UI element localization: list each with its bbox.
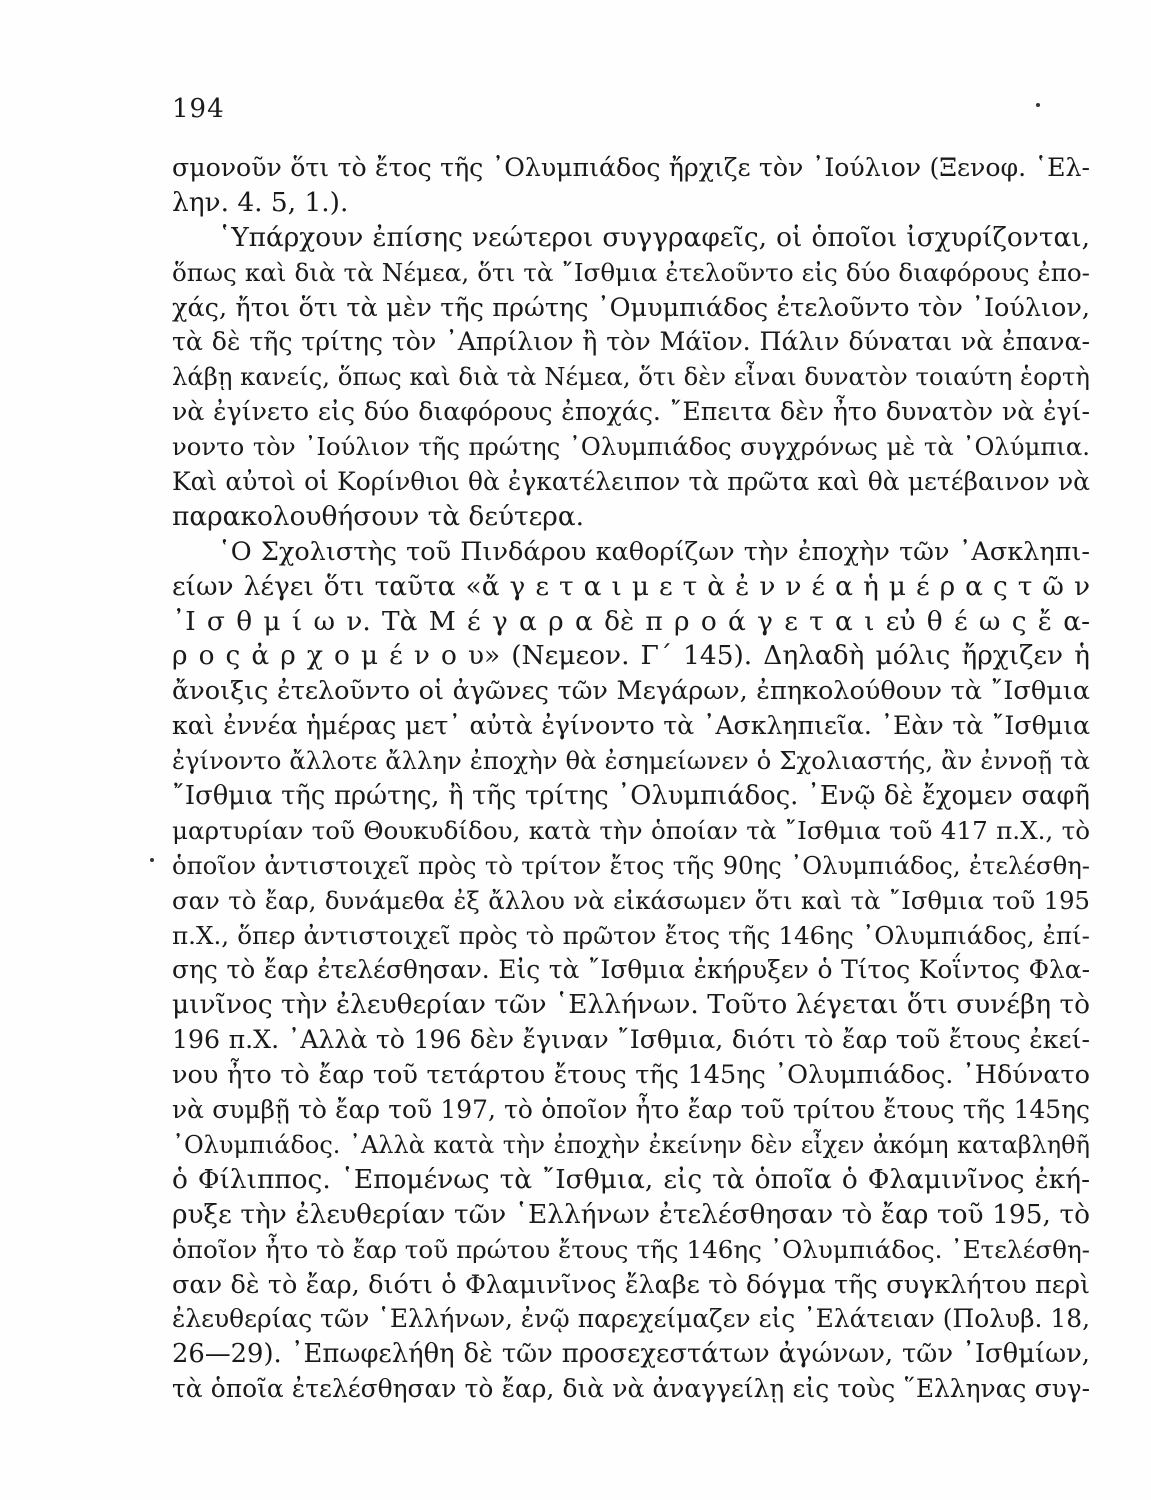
text-line: ρ ο ς ἀ ρ χ ο μ έ ν ο υ» (Νεμεον. Γ΄ 145). Δηλαδὴ μόλις ἤρχιζεν ἡ bbox=[172, 640, 1090, 672]
text-line: παρακολουθήσουν τὰ δεύτερα. bbox=[172, 500, 585, 532]
text-line: ᾿Ολυμπιάδος. ᾿Αλλὰ κατὰ τὴν ἐποχὴν ἐκείνην δὲν εἶχεν ἀκόμη καταβληθῆ bbox=[172, 1130, 1090, 1159]
text-line: ὅπως καὶ διὰ τὰ Νέμεα, ὅτι τὰ ῎Ισθμια ἐτελοῦντο εἰς δύο διαφόρους ἐπο- bbox=[172, 257, 1090, 287]
text-line: νου ἦτο τὸ ἔαρ τοῦ τετάρτου ἔτους τῆς 145ης ᾿Ολυμπιάδος. ᾿Ηδύνατο bbox=[172, 1060, 1090, 1091]
text-line: λην. 4. 5, 1.). bbox=[172, 186, 349, 218]
text-line: ὁ Φίλιππος. ῾Επομένως τὰ ῎Ισθμια, εἰς τὰ ὁποῖα ὁ Φλαμινῖνος ἐκή- bbox=[172, 1163, 1090, 1195]
text-line: νὰ ἐγίνετο εἰς δύο διαφόρους ἐποχάς. ῎Επειτα δὲν ἦτο δυνατὸν νὰ ἐγί- bbox=[172, 397, 1090, 427]
text-line: νὰ συμβῇ τὸ ἔαρ τοῦ 197, τὸ ὁποῖον ἦτο ἔαρ τοῦ τρίτου ἔτους τῆς 145ης bbox=[172, 1095, 1090, 1125]
text-line: είων λέγει ὅτι ταῦτα «ἄ γ ε τ α ι μ ε τ ὰ ἐ ν ν έ α ἡ μ έ ρ α ς τ ῶ ν bbox=[172, 570, 1090, 602]
text-line: χάς, ἤτοι ὅτι τὰ μὲν τῆς πρώτης ᾿Ομυμπιάδος ἐτελοῦντο τὸν ᾿Ιούλιον, bbox=[172, 292, 1090, 323]
text-line: ῾Υπάρχουν ἐπίσης νεώτεροι συγγραφεῖς, οἱ ὁποῖοι ἰσχυρίζονται, bbox=[218, 221, 1090, 253]
text-line: ἐλευθερίας τῶν ῾Ελλήνων, ἐνῷ παρεχείμαζεν εἰς ᾿Ελάτειαν (Πολυβ. 18, bbox=[172, 1304, 1090, 1334]
text-line: ῎Ισθμια τῆς πρώτης, ἢ τῆς τρίτης ᾿Ολυμπιάδος. ᾿Ενῷ δὲ ἔχομεν σαφῆ bbox=[172, 781, 1090, 812]
text-line: ρυξε τὴν ἐλευθερίαν τῶν ῾Ελλήνων ἐτελέσθησαν τὸ ἔαρ τοῦ 195, τὸ bbox=[172, 1198, 1090, 1230]
page-number: 194 bbox=[172, 94, 225, 124]
text-line: σης τὸ ἔαρ ἐτελέσθησαν. Εἰς τὰ ῎Ισθμια ἐκήρυξεν ὁ Τίτος Κοΐντος Φλα- bbox=[172, 955, 1090, 985]
text-line: σμονοῦν ὅτι τὸ ἔτος τῆς ᾿Ολυμπιάδος ἤρχιζε τὸν ᾿Ιούλιον (Ξενοφ. ῾Ελ- bbox=[172, 153, 1090, 182]
text-line: σαν δὲ τὸ ἔαρ, διότι ὁ Φλαμινῖνος ἔλαβε τὸ δόγμα τῆς συγκλήτου περὶ bbox=[172, 1269, 1090, 1300]
text-line: νοντο τὸν ᾿Ιούλιον τῆς πρώτης ᾿Ολυμπιάδος συγχρόνως μὲ τὰ ᾿Ολύμπια. bbox=[172, 432, 1090, 462]
body-text bbox=[172, 151, 1090, 1407]
text-line: καὶ ἐννέα ἡμέρας μετ᾿ αὐτὰ ἐγίνοντο τὰ ᾿Ασκληπιεῖα. ᾿Εὰν τὰ ῎Ισθμια bbox=[172, 711, 1090, 741]
print-speck-margin bbox=[150, 858, 154, 862]
text-line: ῾Ο Σχολιστὴς τοῦ Πινδάρου καθορίζων τὴν ἐποχὴν τῶν ᾿Ασκληπι- bbox=[218, 536, 1090, 567]
text-line: ἐγίνοντο ἄλλοτε ἄλλην ἐποχὴν θὰ ἐσημείωνεν ὁ Σχολιαστής, ἂν ἐννοῇ τὰ bbox=[172, 746, 1090, 776]
text-line: μινῖνος τὴν ἐλευθερίαν τῶν ῾Ελλήνων. Τοῦτο λέγεται ὅτι συνέβη τὸ bbox=[172, 989, 1090, 1021]
text-line: τὰ δὲ τῆς τρίτης τὸν ᾿Απρίλιον ἢ τὸν Μάϊον. Πάλιν δύναται νὰ ἐπανα- bbox=[172, 327, 1090, 357]
text-line: ἄνοιξις ἐτελοῦντο οἱ ἀγῶνες τῶν Μεγάρων, ἐπηκολούθουν τὰ ῎Ισθμια bbox=[172, 676, 1090, 707]
text-line: σαν τὸ ἔαρ, δυνάμεθα ἐξ ἄλλου νὰ εἰκάσωμεν ὅτι καὶ τὰ ῎Ισθμια τοῦ 195 bbox=[172, 885, 1090, 915]
print-speck-top bbox=[1036, 103, 1040, 107]
text-line: λάβῃ κανείς, ὅπως καὶ διὰ τὰ Νέμεα, ὅτι δὲν εἶναι δυνατὸν τοιαύτη ἑορτὴ bbox=[172, 362, 1090, 392]
text-line: τὰ ὁποῖα ἐτελέσθησαν τὸ ἔαρ, διὰ νὰ ἀναγγείλῃ εἰς τοὺς ῞Ελληνας συγ- bbox=[172, 1374, 1090, 1404]
text-line: Καὶ αὐτοὶ οἱ Κορίνθιοι θὰ ἐγκατέλειπον τὰ πρῶτα καὶ θὰ μετέβαινον νὰ bbox=[172, 467, 1090, 497]
text-line: 26—29). ᾿Επωφελήθη δὲ τῶν προσεχεστάτων ἀγώνων, τῶν ᾿Ισθμίων, bbox=[172, 1339, 1090, 1370]
text-line: ᾿Ι σ θ μ ί ω ν. Τὰ Μ έ γ α ρ α δὲ π ρ ο ά γ ε τ α ι εὐ θ έ ω ς ἔ α- bbox=[172, 605, 1090, 637]
text-line: π.Χ., ὅπερ ἀντιστοιχεῖ πρὸς τὸ πρῶτον ἔτος τῆς 146ης ᾿Ολυμπιάδος, ἐπί- bbox=[172, 920, 1090, 950]
text-line: μαρτυρίαν τοῦ Θουκυδίδου, κατὰ τὴν ὁποίαν τὰ ῎Ισθμια τοῦ 417 π.Χ., τὸ bbox=[172, 815, 1090, 845]
text-line: ὁποῖον ἦτο τὸ ἔαρ τοῦ πρώτου ἔτους τῆς 146ης ᾿Ολυμπιάδος. ᾿Ετελέσθη- bbox=[172, 1234, 1090, 1264]
text-line: ὁποῖον ἀντιστοιχεῖ πρὸς τὸ τρίτον ἔτος τῆς 90ης ᾿Ολυμπιάδος, ἐτελέσθη- bbox=[172, 850, 1090, 880]
text-line: 196 π.Χ. ᾿Αλλὰ τὸ 196 δὲν ἔγιναν ῎Ισθμια, διότι τὸ ἔαρ τοῦ ἔτους ἐκεί- bbox=[172, 1025, 1090, 1055]
